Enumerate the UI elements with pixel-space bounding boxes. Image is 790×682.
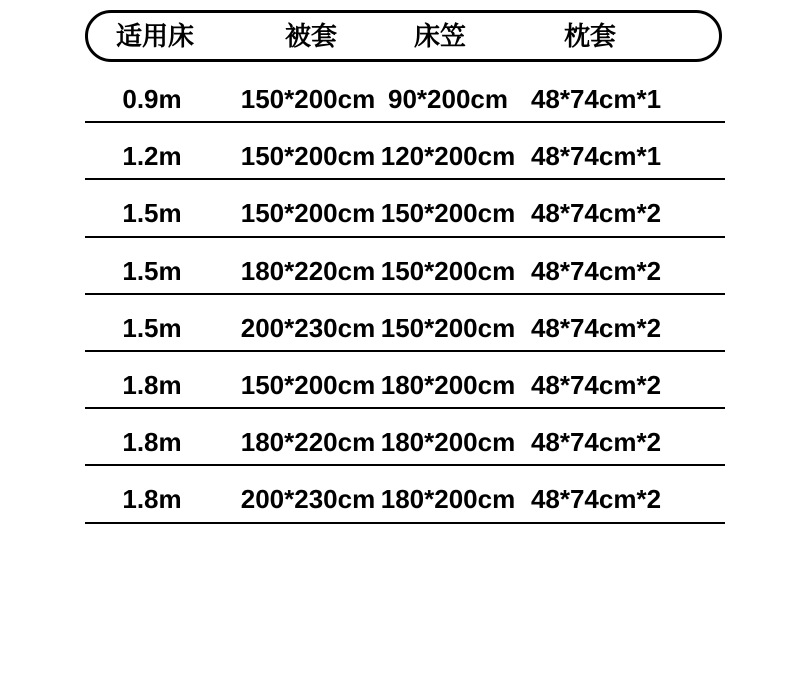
cell-duvet-cover: 150*200cm — [240, 141, 376, 172]
cell-fitted-sheet: 180*200cm — [380, 427, 516, 458]
column-header-fitted-sheet: 床笠 — [413, 21, 467, 51]
cell-pillowcase: 48*74cm*2 — [530, 369, 662, 400]
table-row — [85, 123, 725, 180]
cell-pillowcase: 48*74cm*1 — [530, 141, 662, 172]
cell-bed-size: 1.5m — [122, 312, 182, 343]
cell-fitted-sheet: 180*200cm — [380, 369, 516, 400]
cell-pillowcase: 48*74cm*2 — [530, 312, 662, 343]
cell-duvet-cover: 200*230cm — [240, 312, 376, 343]
cell-duvet-cover: 180*220cm — [240, 255, 376, 286]
cell-pillowcase: 48*74cm*2 — [530, 427, 662, 458]
cell-pillowcase: 48*74cm*1 — [530, 84, 662, 114]
cell-fitted-sheet: 120*200cm — [380, 141, 516, 172]
cell-duvet-cover: 180*220cm — [240, 427, 376, 458]
cell-bed-size: 1.8m — [122, 484, 182, 515]
column-header-duvet-cover: 被套 — [284, 21, 338, 51]
cell-pillowcase: 48*74cm*2 — [530, 198, 662, 229]
cell-pillowcase: 48*74cm*2 — [530, 484, 662, 515]
cell-pillowcase: 48*74cm*2 — [530, 255, 662, 286]
cell-fitted-sheet: 150*200cm — [380, 312, 516, 343]
cell-bed-size: 1.8m — [122, 427, 182, 458]
column-header-pillowcase: 枕套 — [563, 21, 617, 51]
cell-duvet-cover: 200*230cm — [240, 484, 376, 515]
cell-duvet-cover: 150*200cm — [240, 84, 376, 114]
table-row — [85, 66, 725, 123]
table-row — [85, 238, 725, 295]
cell-bed-size: 1.5m — [122, 255, 182, 286]
table-row — [85, 180, 725, 237]
table-header — [85, 10, 722, 62]
cell-duvet-cover: 150*200cm — [240, 198, 376, 229]
table-row — [85, 409, 725, 466]
cell-bed-size: 1.2m — [122, 141, 182, 172]
table-row — [85, 352, 725, 409]
cell-bed-size: 1.8m — [122, 369, 182, 400]
cell-fitted-sheet: 90*200cm — [388, 84, 508, 114]
table-body — [85, 66, 725, 524]
cell-bed-size: 0.9m — [122, 84, 182, 114]
column-header-bed-size: 适用床 — [115, 21, 195, 51]
table-row — [85, 466, 725, 523]
cell-duvet-cover: 150*200cm — [240, 369, 376, 400]
cell-fitted-sheet: 150*200cm — [380, 198, 516, 229]
table-row — [85, 295, 725, 352]
cell-fitted-sheet: 180*200cm — [380, 484, 516, 515]
cell-fitted-sheet: 150*200cm — [380, 255, 516, 286]
cell-bed-size: 1.5m — [122, 198, 182, 229]
